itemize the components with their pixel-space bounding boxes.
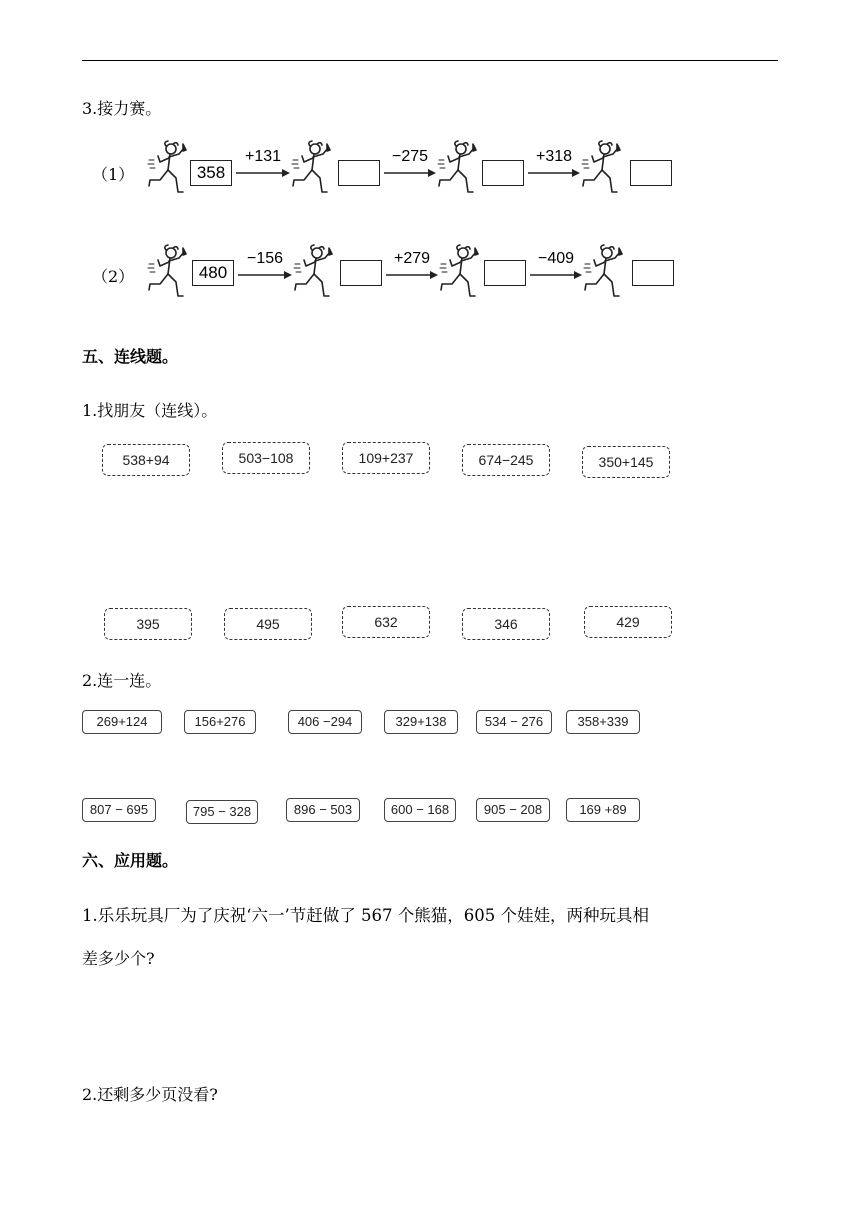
expression-card[interactable]: 169 +89 xyxy=(566,798,640,822)
runner-icon xyxy=(436,140,482,200)
expression-card[interactable]: 156+276 xyxy=(184,710,256,734)
arrow-right-icon xyxy=(384,150,436,180)
answer-box[interactable] xyxy=(630,160,672,186)
section-heading: 五、连线题。 xyxy=(82,347,179,366)
question-title: 2.连一连。 xyxy=(82,671,162,690)
answer-box[interactable] xyxy=(340,260,382,286)
runner-icon xyxy=(146,140,192,200)
arrow-right-icon xyxy=(528,150,580,180)
answer-box[interactable] xyxy=(338,160,380,186)
expression-card[interactable]: 600 − 168 xyxy=(384,798,456,822)
expression-card[interactable]: 109+237 xyxy=(342,442,430,474)
expression-card[interactable]: 358+339 xyxy=(566,710,640,734)
word-problem-text: 1.乐乐玩具厂为了庆祝‘六一’节赶做了 567 个熊猫，605 个娃娃，两种玩具相 xyxy=(82,906,649,925)
operation-label: +318 xyxy=(535,148,573,165)
expression-card[interactable]: 350+145 xyxy=(582,446,670,478)
expression-card[interactable]: 269+124 xyxy=(82,710,162,734)
answer-card[interactable]: 395 xyxy=(104,608,192,640)
header-rule xyxy=(82,60,778,61)
expression-card[interactable]: 534 − 276 xyxy=(476,710,552,734)
start-value-box: 480 xyxy=(192,260,234,286)
relay-row-label: （2） xyxy=(92,267,135,286)
relay-row-2 xyxy=(0,244,860,314)
arrow-right-icon xyxy=(238,252,292,282)
expression-card[interactable]: 674−245 xyxy=(462,444,550,476)
arrow-right-icon xyxy=(236,150,290,180)
arrow-right-icon xyxy=(386,252,438,282)
answer-card[interactable]: 346 xyxy=(462,608,550,640)
runner-icon xyxy=(292,244,338,304)
operation-label: +131 xyxy=(244,148,282,165)
start-value-box: 358 xyxy=(190,160,232,186)
runner-icon xyxy=(290,140,336,200)
expression-card[interactable]: 329+138 xyxy=(384,710,458,734)
answer-card[interactable]: 429 xyxy=(584,606,672,638)
expression-card[interactable]: 905 − 208 xyxy=(476,798,550,822)
answer-box[interactable] xyxy=(482,160,524,186)
question-title: 1.找朋友（连线）。 xyxy=(82,401,218,420)
expression-card[interactable]: 896 − 503 xyxy=(286,798,360,822)
expression-card[interactable]: 503−108 xyxy=(222,442,310,474)
operation-label: −156 xyxy=(246,250,284,267)
word-problem-text: 2.还剩多少页没看? xyxy=(82,1085,218,1104)
operation-label: +279 xyxy=(393,250,431,267)
runner-icon xyxy=(146,244,192,304)
runner-icon xyxy=(580,140,626,200)
answer-box[interactable] xyxy=(632,260,674,286)
runner-icon xyxy=(582,244,628,304)
answer-box[interactable] xyxy=(484,260,526,286)
answer-card[interactable]: 495 xyxy=(224,608,312,640)
runner-icon xyxy=(438,244,484,304)
expression-card[interactable]: 538+94 xyxy=(102,444,190,476)
section-heading: 六、应用题。 xyxy=(82,851,179,870)
operation-label: −409 xyxy=(537,250,575,267)
relay-title: 3.接力赛。 xyxy=(82,99,162,118)
expression-card[interactable]: 795 − 328 xyxy=(186,800,258,824)
expression-card[interactable]: 807 − 695 xyxy=(82,798,156,822)
arrow-right-icon xyxy=(530,252,582,282)
word-problem-text: 差多少个? xyxy=(82,949,155,968)
expression-card[interactable]: 406 −294 xyxy=(288,710,362,734)
relay-row-label: （1） xyxy=(92,165,135,184)
relay-row-1 xyxy=(0,140,860,210)
answer-card[interactable]: 632 xyxy=(342,606,430,638)
operation-label: −275 xyxy=(391,148,429,165)
